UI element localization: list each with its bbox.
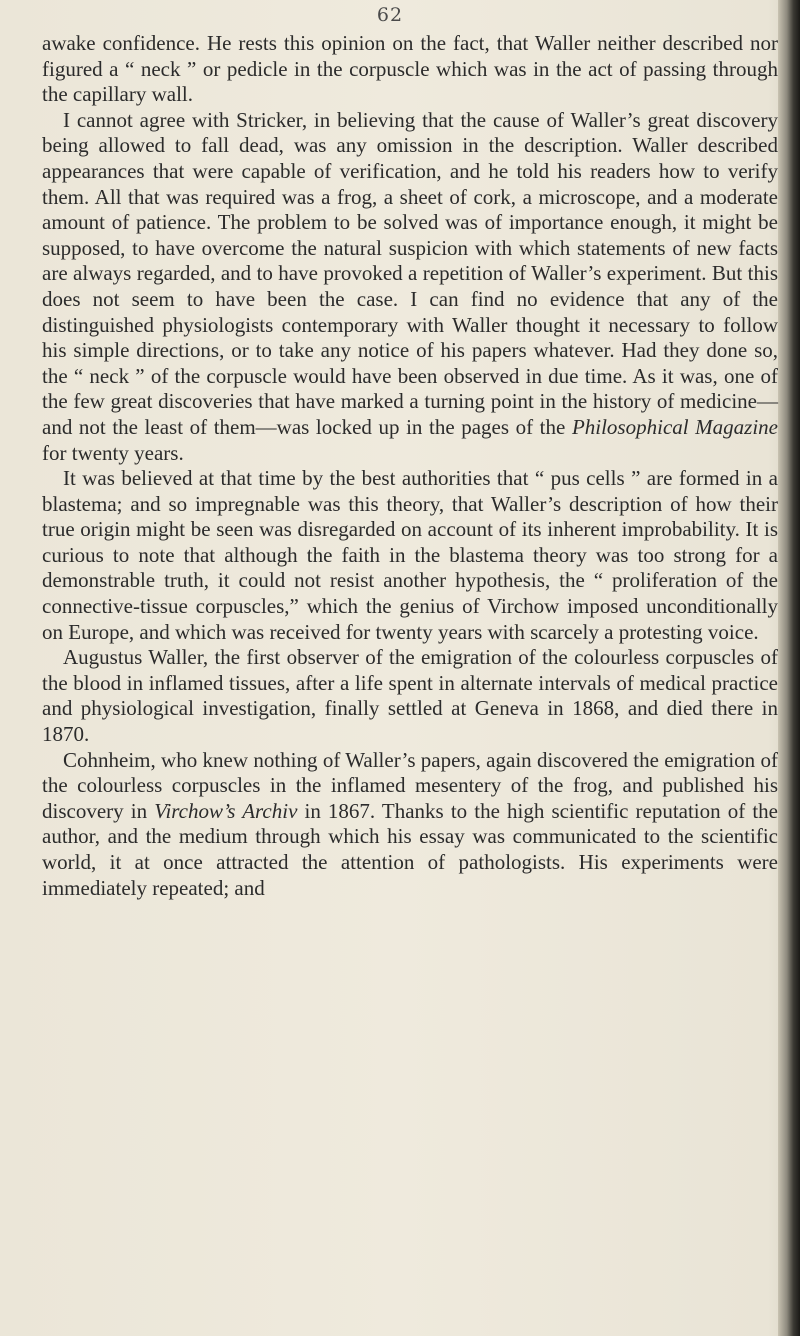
text-segment: Augustus Waller, the first observer of the emigration of the colourless corpuscles of the blood in inflamed tissues, after a life spent in alternate intervals of medical practice and physiological investigation, finally settled at Geneva in 1868, and died there in 1870.	[42, 645, 778, 747]
italic-text: Philosophical Magazine	[571, 414, 778, 439]
paragraph	[42, 645, 778, 747]
body-text	[42, 31, 778, 901]
page-number: 62	[376, 4, 404, 26]
page-edge-shadow	[778, 0, 800, 1336]
text-segment: in 1867. Thanks to the high scientific reputation of the author, and the medium through which his essay was communicated to the scientific world, it at once attracted the attention of pathologists. His experiments were immediately repeated; and	[42, 798, 778, 900]
text-segment: awake confidence. He rests this opinion on the fact, that Waller neither described nor figured a “ neck ” or pedicle in the corpuscle which was in the act of passing through the capillary wall.	[42, 31, 778, 107]
text-segment: Cohnheim, who knew nothing of Waller’s papers, again discovered the emigration of the colourless corpuscles in the inflamed mesentery of the frog, and published his discovery in	[42, 747, 778, 823]
text-segment: It was believed at that time by the best authorities that “ pus cells ” are formed in a blastema; and so impregnable was this theory, that Waller’s description of how their true origin might be seen was disregarded on account of its inherent improbability. It is curious to note that although the faith in the blastema theory was too strong for a demonstrable truth, it could not resist another hypothesis, the “ proliferation of the connective-tissue corpuscles,” which the genius of Virchow imposed unconditionally on Europe, and which was received for twenty years with scarcely a protesting voice.	[42, 466, 778, 644]
paragraph	[42, 31, 778, 108]
italic-text: Virchow’s Archiv	[154, 798, 298, 823]
paragraph	[42, 108, 778, 466]
text-segment: for twenty years.	[42, 440, 184, 465]
paragraph	[42, 466, 778, 645]
text-segment: I cannot agree with Stricker, in believing that the cause of Waller’s great discovery being allowed to fall dead, was any omission in the description. Waller described appearances that were capable of verification, and he told his readers how to verify them. All that was required was a frog, a sheet of cork, a microscope, and a moderate amount of patience. The problem to be solved was of importance enough, it might be supposed, to have overcome the natural suspicion with which statements of new facts are always regarded, and to have provoked a repetition of Waller’s experiment. But this does not seem to have been the case. I can find no evidence that any of the distinguished physiologists contemporary with Waller thought it necessary to follow his simple directions, or to take any notice of his papers whatever. Had they done so, the “ neck ” of the corpuscle would have been observed in due time. As it was, one of the few great discoveries that have marked a turning point in the history of medicine—and not the least of them—was locked up in the pages of the	[42, 107, 778, 439]
paragraph	[42, 748, 778, 902]
